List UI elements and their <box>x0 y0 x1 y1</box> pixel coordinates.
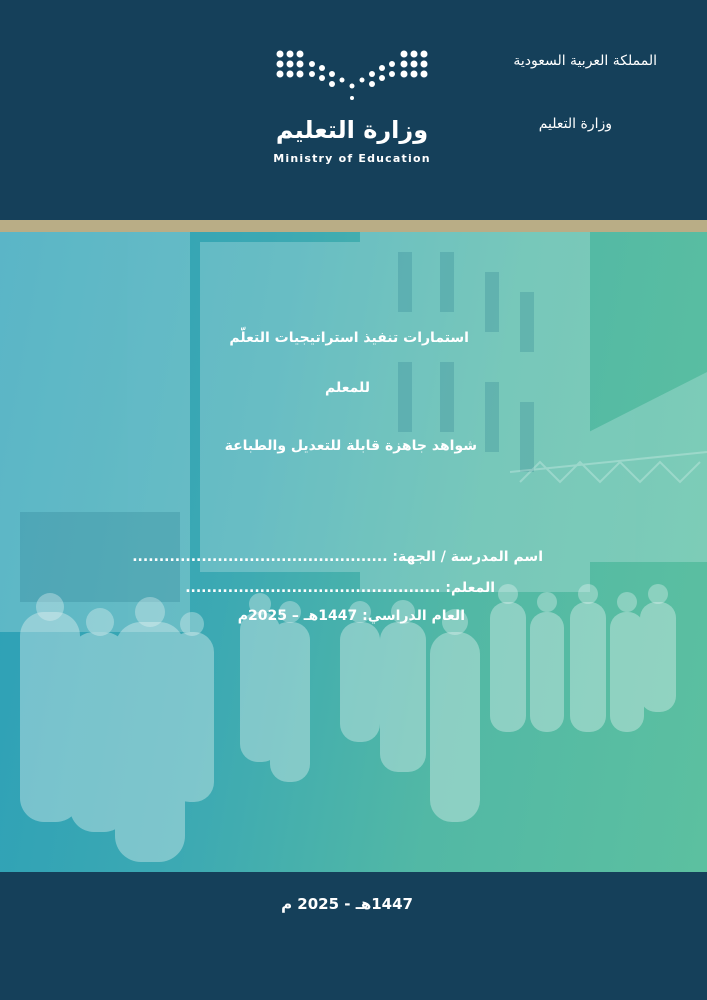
audience-label: للمعلم <box>325 380 370 396</box>
logo-english-text: Ministry of Education <box>273 152 431 165</box>
logo-dots-icon <box>272 48 432 108</box>
hero-image-area <box>0 232 707 872</box>
ministry-name: وزارة التعليم <box>538 116 612 132</box>
academic-year-line: العام الدراسي: 1447هـ – 2025م <box>237 608 465 624</box>
document-subtitle: شواهد جاهزة قابلة للتعديل والطباعة <box>224 438 477 454</box>
footer-year: 1447هـ - 2025 م <box>281 895 413 913</box>
school-field-line: اسم المدرسة / الجهة: ................................................ <box>132 549 543 565</box>
document-title: استمارات تنفيذ استراتيجيات التعلّم <box>229 330 469 346</box>
logo-arabic-text: وزارة التعليم <box>275 116 429 144</box>
header-band <box>0 0 707 220</box>
teacher-field-line: المعلم: ................................................ <box>185 580 495 596</box>
kingdom-name: المملكة العربية السعودية <box>513 53 657 69</box>
gold-divider <box>0 220 707 232</box>
ministry-logo <box>272 48 432 170</box>
footer-band <box>0 872 707 1000</box>
